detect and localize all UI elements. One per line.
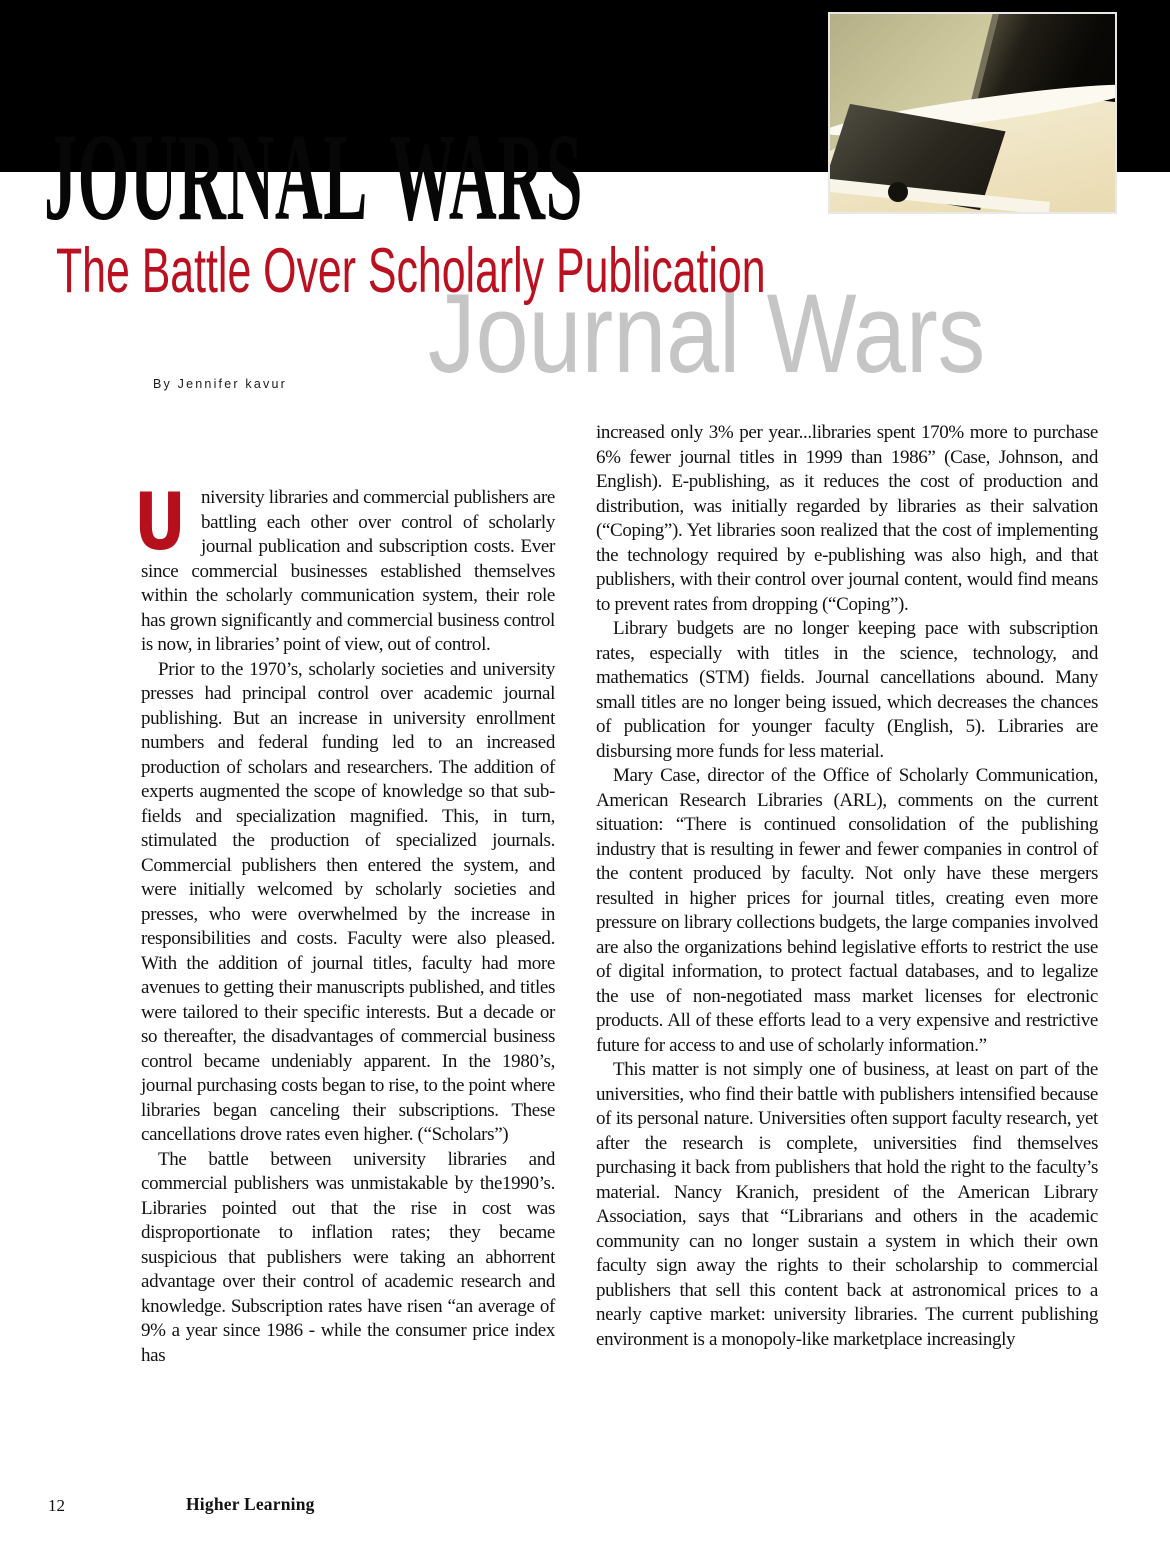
paragraph-text: Prior to the 1970’s, scholarly societies and university presses had principal control over academic journal publishing. But an increase in university enrollment numbers and federal funding led to an increased production of scholars and researchers. The addition of experts augmented the scope of knowledge so that sub-fields and specialization magnified. This, in turn, stimulated the production of specialized journals. Commercial publishers then entered the system, and were initially welcomed by scholarly societies and presses, who were overwhelmed by the increase in responsibilities and costs. Faculty were also pleased. With the addition of journal titles, faculty had more avenues to getting their manuscripts published, and titles were tailored to their specific interests. But a decade or so thereafter, the disadvantages of commercial business control became undeniably apparent. In the 1980’s, journal purchasing costs began to rise, to the point where libraries began canceling their subscriptions. These cancellations drove rates even higher. (“Scholars”) — [141, 658, 555, 1145]
paragraph — [596, 421, 1098, 617]
paragraph — [141, 486, 555, 658]
paragraph-text: increased only 3% per year...libraries spent 170% more to purchase 6% fewer journal titles in 1999 than 1986” (Case, Johnson, and English). E-publishing, as it reduces the cost of production and distribution, was initially regarded by libraries as their salvation (“Coping”). Yet libraries soon realized that the cost of implementing the technology required by e-publishing was also high, and that publishers, with their control over journal content, would find means to prevent rates from dropping (“Coping”). — [596, 422, 1098, 615]
page-number: 12 — [48, 1496, 65, 1515]
paragraph — [596, 764, 1098, 1058]
paragraph-text: This matter is not simply one of business, at least on part of the universities, who find their battle with publishers intensified because of its personal nature. Universities often support faculty research, yet after the research is complete, universities find themselves purchasing it back from publishers that hold the right to the faculty’s material. Nancy Kranich, president of the American Library Association, says that “Librarians and others in the academic community can no longer sustain a system in which their own faculty sign away the rights to their scholarship to commercial publishers that sell this content back at astronomical prices to a nearly captive market: university libraries. The current publishing environment is a monopoly-like marketplace increasingly — [596, 1059, 1098, 1350]
paragraph — [596, 1058, 1098, 1352]
byline: By Jennifer kavur — [153, 377, 287, 391]
publication-name: Higher Learning — [186, 1494, 315, 1514]
paragraph-text: Mary Case, director of the Office of Scholarly Communication, American Research Libraries (ARL), comments on the current situation: “There is continued consolidation of the publishing industry that is resulting in fewer and fewer companies in control of the content produced by faculty. Not only have these mergers resulted in higher prices for journal titles, creating even more pressure on library collections budgets, the large companies involved are also the organizations behind legislative efforts to restrict the use of digital information, to protect factual databases, and to legalize the use of non-negotiated mass market licenses for electronic products. All of these efforts lead to a very expensive and restrictive future for access to and use of scholarly information.” — [596, 765, 1098, 1056]
paragraph — [596, 617, 1098, 764]
paragraph — [141, 1148, 555, 1369]
dropcap-spacer — [141, 486, 201, 552]
dropcap: U — [134, 478, 186, 568]
page-subtitle: The Battle Over Scholarly Publication — [56, 236, 766, 306]
journal-photo — [828, 12, 1117, 214]
page-title: JOURNAL WARS — [44, 109, 584, 247]
paragraph-text: Library budgets are no longer keeping pace with subscription rates, especially with titles in the science, technology, and mathematics (STM) fields. Journal cancellations abound. Many small titles are no longer being issued, which decreases the chances of publication for younger faculty (English, 5). Libraries are disbursing more funds for less material. — [596, 618, 1098, 762]
paragraph-text: The battle between university libraries and commercial publishers was unmistakable by the1990’s. Libraries pointed out that the rise in cost was disproportionate to inflation rates; they became suspicious that publishers were taking an abhorrent advantage over their control of academic research and knowledge. Subscription rates have risen “an average of 9% a year since 1986 - while the consumer price index has — [141, 1148, 555, 1366]
article-column-left — [141, 486, 555, 1368]
article-column-right — [596, 421, 1098, 1352]
paragraph — [141, 658, 555, 1148]
paragraph-text: niversity libraries and commercial publishers are battling each other over control of scholarly journal publication and subscription costs. Ever since commercial businesses established themselves within the scholarly communication system, their role has grown significantly and commercial business control is now, in libraries’ point of view, out of control. — [141, 487, 555, 655]
watermark-text: Journal Wars — [428, 271, 986, 396]
photo-spine-end — [888, 182, 908, 202]
